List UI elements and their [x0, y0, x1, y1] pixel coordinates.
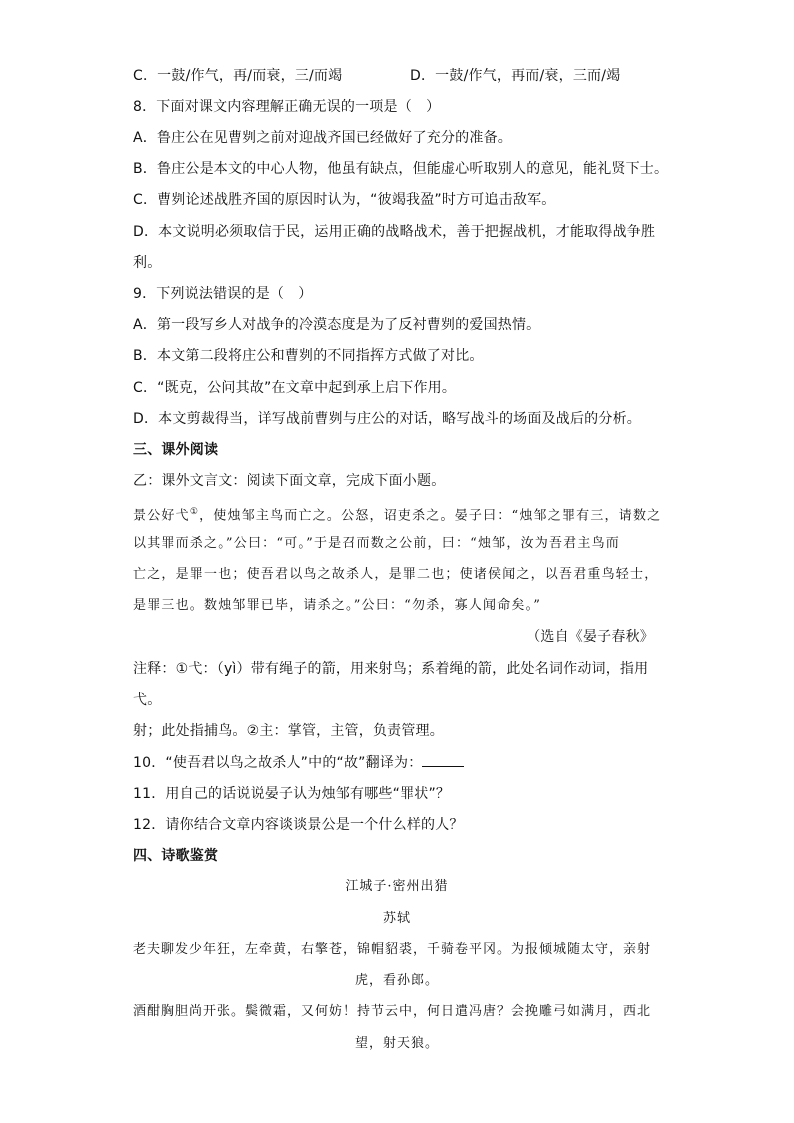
passage-line-3: 亡之，是罪一也；使吾君以鸟之故杀人，是罪二也；使诸侯闻之，以吾君重鸟轻士， [133, 567, 659, 582]
q9-option-a: A．第一段写乡人对战争的冷漠态度是为了反衬曹刿的爱国热情。 [133, 317, 541, 333]
q7-option-c: C．一鼓/作气，再/而衰，三/而竭 [133, 68, 343, 84]
poem-line-1: 老夫聊发少年狂，左牵黄，右擎苍，锦帽貂裘，千骑卷平冈。为报倾城随太守，亲射 [133, 942, 652, 957]
note-line-2: 弋。 [133, 692, 162, 708]
passage-line-1-start: 景公好弋 [133, 508, 190, 524]
q8-option-c: C．曹刿论述战胜齐国的原因时认为，“彼竭我盈”时方可追击敌军。 [133, 192, 556, 208]
passage-line-4: 是罪三也。数烛邹罪已毕，请杀之。”公曰：“勿杀，寡人闻命矣。” [133, 598, 542, 613]
q9-option-d: D．本文剪裁得当，详写战前曹刿与庄公的对话，略写战斗的场面及战后的分析。 [133, 411, 641, 427]
q10 [133, 752, 464, 773]
passage-line-1-end: ，使烛邹主鸟而亡之。公怒，诏吏杀之。晏子曰：“烛邹之罪有三，请数之 [199, 508, 662, 524]
passage-source: （选自《晏子春秋》 [526, 629, 654, 645]
q8-stem: 8．下面对课文内容理解正确无误的一项是（ ） [133, 99, 441, 115]
q8-option-a: A．鲁庄公在见曹刿之前对迎战齐国已经做好了充分的准备。 [133, 130, 512, 146]
passage-line-2: 以其罪而杀之。”公曰：“可。”于是召而数之公前，曰：“烛邹，汝为吾君主鸟而 [133, 536, 620, 551]
poem-author: 苏轼 [382, 911, 411, 926]
note-line-3: 射；此处指捕鸟。②主：掌管，主管，负责管理。 [133, 723, 444, 739]
note-line-1: 注释：①弋：（yì）带有绳子的箭，用来射鸟；系着绳的箭，此处名词作动词，指用 [133, 661, 649, 677]
section3-intro: 乙：课外文言文：阅读下面文章，完成下面小题。 [133, 473, 446, 489]
q10-text: 10．“使吾君以鸟之故杀人”中的“故”翻译为： [133, 755, 423, 771]
poem-title: 江城子·密州出猎 [345, 879, 449, 894]
poem-line-3: 酒酣胸胆尚开张。鬓微霜，又何妨！持节云中，何日遣冯唐？会挽雕弓如满月，西北 [133, 1004, 652, 1019]
q8-option-b: B．鲁庄公是本文的中心人物，他虽有缺点，但能虚心听取别人的意见，能礼贤下士。 [133, 161, 669, 177]
poem-line-4: 望，射天狼。 [354, 1036, 439, 1051]
section4-heading: 四、诗歌鉴赏 [133, 848, 219, 864]
q12: 12．请你结合文章内容谈谈景公是一个什么样的人？ [133, 817, 464, 833]
q9-option-c: C．“既克，公问其故”在文章中起到承上启下作用。 [133, 380, 457, 396]
poem-line-2: 虎，看孙郎。 [354, 973, 439, 988]
q9-stem: 9．下列说法错误的是（ ） [133, 286, 313, 302]
q8-option-d: D．本文说明必须取信于民，运用正确的战略战术，善于把握战机，才能取得战争胜 [133, 224, 656, 240]
footnote-marker: ① [189, 507, 200, 517]
q11: 11．用自己的话说说晏子认为烛邹有哪些“罪状”？ [133, 786, 451, 802]
passage-line-1 [133, 502, 661, 526]
section3-heading: 三、课外阅读 [133, 442, 219, 458]
q9-option-b: B．本文第二段将庄公和曹刿的不同指挥方式做了对比。 [133, 348, 484, 364]
q7-option-d: D．一鼓/作气，再而/衰，三而/竭 [410, 68, 621, 84]
q8-option-d-cont: 利。 [133, 255, 162, 271]
answer-blank[interactable] [422, 752, 464, 767]
